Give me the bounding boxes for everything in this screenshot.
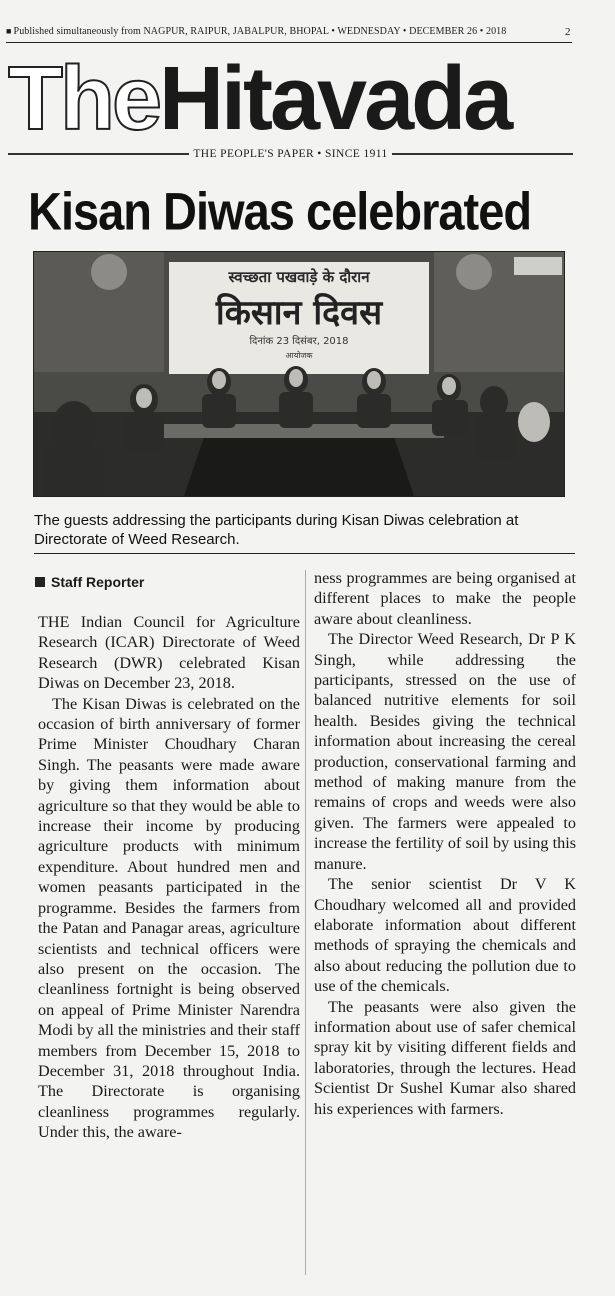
column-divider	[305, 570, 306, 1275]
article-headline: Kisan Diwas celebrated	[28, 181, 532, 241]
byline-text: Staff Reporter	[51, 574, 145, 590]
paragraph: ness programmes are being organised at different places to make the people aware about cleanliness.	[314, 569, 576, 628]
page-number: 2	[565, 26, 571, 38]
paragraph: The peasants were also given the information about use of safer chemical spray kit by visiting different fields and laboratories, through the lectures. Head Scientist Dr Sushel Kumar also shared his experiences with farmers.	[314, 997, 576, 1118]
byline	[35, 574, 144, 590]
banner-line-1: स्वच्छता पखवाड़े के दौरान	[228, 268, 370, 286]
article-photo	[33, 251, 565, 497]
masthead	[8, 49, 573, 149]
divider	[6, 42, 572, 43]
paragraph: The senior scientist Dr V K Choudhary welcomed all and provided elaborate information about different methods of spraying the chemicals and also about reducing the pollution due to use of the chemicals.	[314, 875, 576, 996]
tagline	[8, 146, 573, 162]
dateline-text: Published simultaneously from NAGPUR, RAIPUR, JABALPUR, BHOPAL • WEDNESDAY • DECEMBER 26 • 2018	[13, 26, 507, 37]
banner-line-2: किसान दिवस	[215, 293, 383, 333]
paragraph: The Kisan Diwas is celebrated on the occasion of birth anniversary of former Prime Minister Choudhary Charan Singh. The peasants were made aware by giving them information about agriculture so that they would be able to increase their income by producing agriculture products with minimum expenditure. About hundred men and women peasants participated in the programme. Besides the farmers from the Patan and Panagar areas, agriculture scientists and technical officers were also present on the occasion. The cleanliness fortnight is being observed on appeal of Prime Minister Narendra Modi by all the ministries and their staff members from December 15, 2018 to December 31, 2018 throughout India. The Directorate is organising cleanliness programmes regularly. Under this, the aware-	[38, 694, 300, 1142]
photo-caption: The guests addressing the participants during Kisan Diwas celebration at Directorate of Weed Research.	[34, 512, 519, 548]
article-column-1	[38, 612, 300, 1143]
article-column-2	[314, 568, 576, 1119]
divider	[392, 153, 573, 155]
paragraph: The Director Weed Research, Dr P K Singh, while addressing the participants, stressed on the use of balanced nutritive elements for soil health. Besides giving the technical information about increasing the cereal production, conservational farming and method of making manure from the remains of crops and weeds were also given. The farmers were appealed to increase the fertility of soil by using this manure.	[314, 630, 576, 873]
banner-line-3: दिनांक 23 दिसंबर, 2018	[249, 336, 349, 347]
square-bullet-icon	[35, 577, 45, 587]
paragraph: THE Indian Council for Agriculture Research (ICAR) Directorate of Weed Research (DWR) celebrated Kisan Diwas on December 23, 2018.	[38, 613, 300, 693]
tagline-text: THE PEOPLE'S PAPER • SINCE 1911	[193, 148, 388, 160]
masthead-name: Hitavada	[159, 49, 511, 149]
square-bullet-icon: ■	[6, 26, 12, 36]
banner-line-4: आयोजक	[285, 351, 313, 360]
divider	[8, 153, 189, 155]
dateline	[6, 26, 572, 37]
divider	[34, 553, 575, 554]
masthead-the: The	[8, 49, 160, 149]
